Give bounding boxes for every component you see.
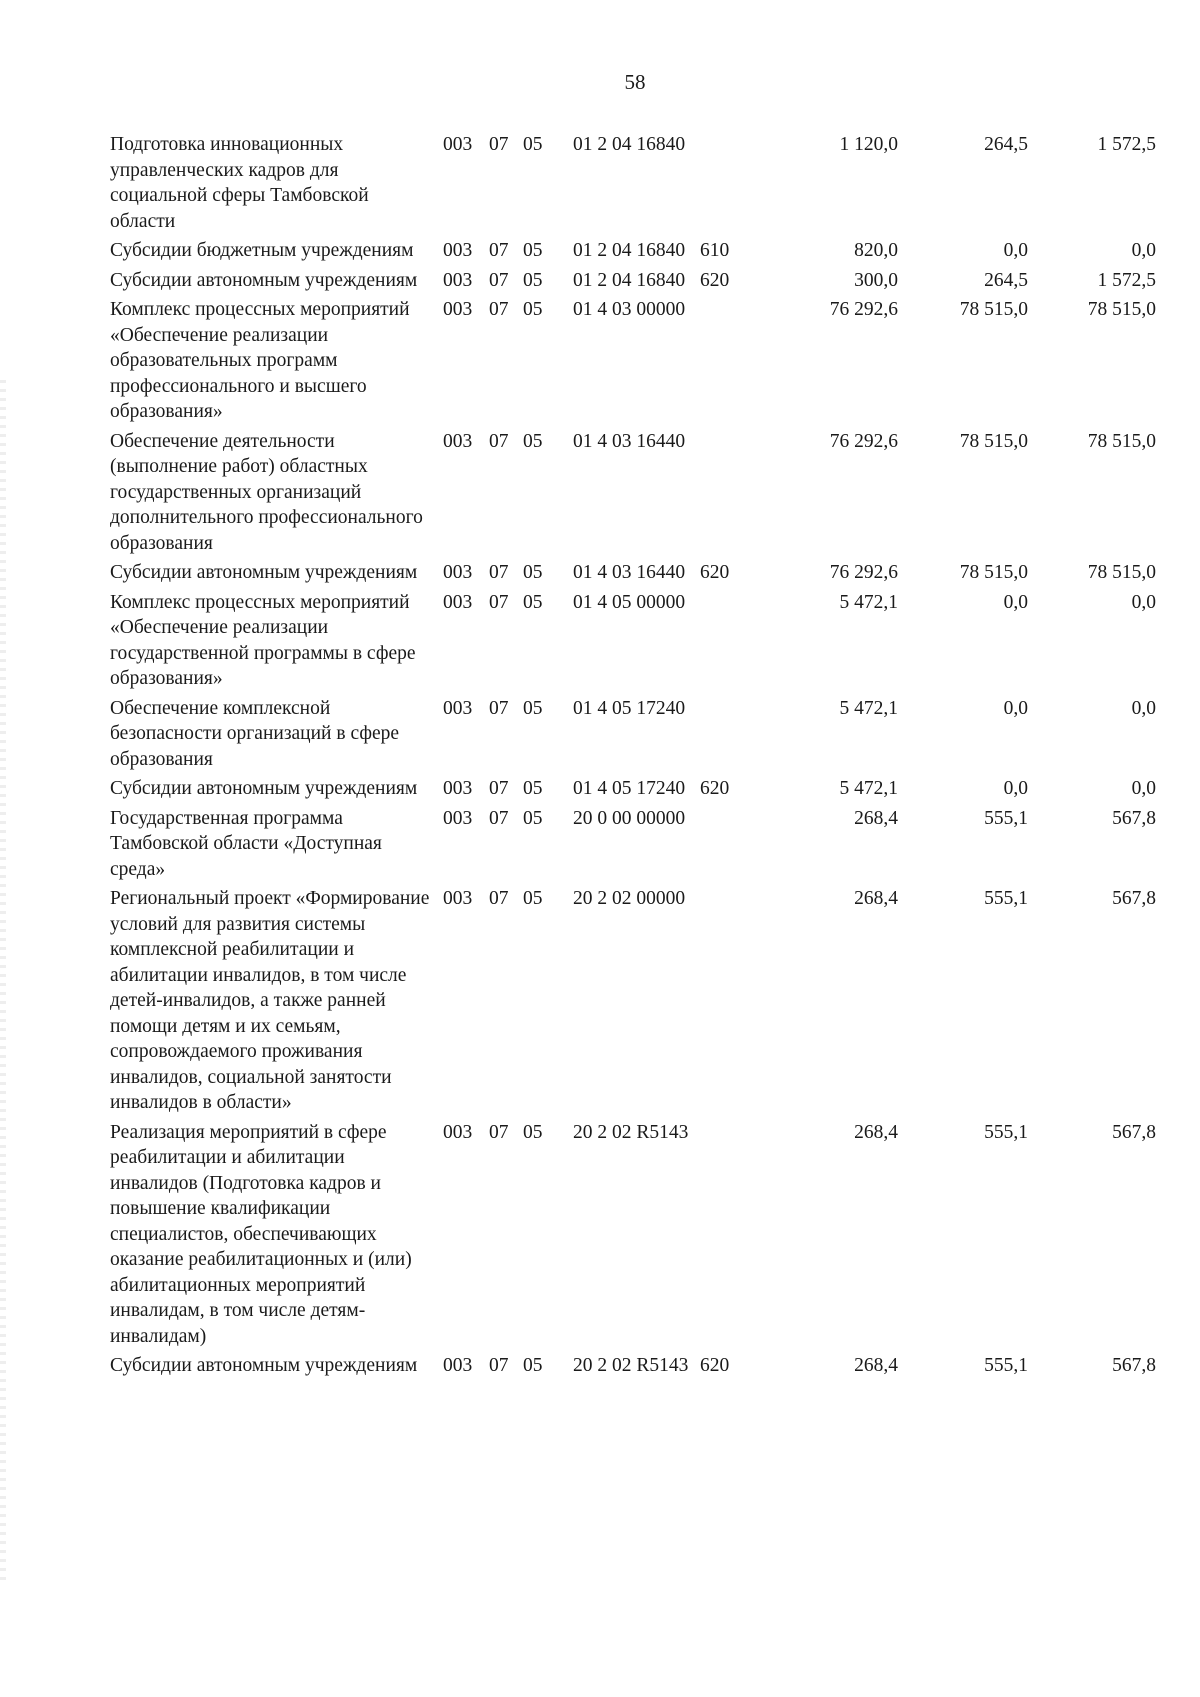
amount-year-3: 567,8 [1112,888,1156,909]
expense-type-code: 610 [700,240,730,261]
table-row [110,560,1180,586]
amount-year-3: 0,0 [1131,778,1156,799]
subsection-code: 05 [523,430,543,452]
subsection-code: 05 [523,1121,543,1143]
amount-year-1: 1 120,0 [839,134,898,155]
subsection-code: 05 [523,591,543,613]
amount-year-3: 78 515,0 [1087,430,1156,452]
row-name: Субсидии автономным учреждениям [110,562,418,583]
department-code: 003 [443,807,473,829]
amount-year-2: 555,1 [984,1355,1028,1376]
amount-year-3: 78 515,0 [1087,299,1156,320]
amount-year-2: 264,5 [984,134,1028,155]
amount-year-1: 268,4 [854,1121,898,1143]
section-code: 07 [489,1355,509,1376]
amount-year-2: 78 515,0 [959,299,1028,320]
amount-year-1: 820,0 [854,240,898,261]
expense-type-code [700,696,770,773]
expense-type-code [700,590,770,692]
department-code: 003 [443,778,473,799]
row-name: Подготовка инновационных управленческих кадров для социальной сферы Тамбовской области [110,134,369,232]
subsection-code: 05 [523,697,543,719]
amount-year-1: 268,4 [854,1355,898,1376]
amount-year-3: 0,0 [1131,591,1156,613]
subsection-code: 05 [523,240,543,261]
table-row [110,268,1180,294]
section-code: 07 [489,269,509,291]
section-code: 07 [489,591,509,613]
row-name: Комплекс процессных мероприятий «Обеспечение реализации государственной программы в сфере образования» [110,591,416,689]
target-article-code: 01 4 03 16440 [573,430,686,452]
target-article-code: 01 4 05 17240 [573,778,686,799]
amount-year-2: 0,0 [1003,240,1028,261]
department-code: 003 [443,562,473,583]
target-article-code: 01 4 05 17240 [573,697,686,719]
amount-year-3: 1 572,5 [1097,269,1156,291]
table-row [110,886,1180,1116]
page-number: 58 [624,70,646,94]
target-article-code: 20 2 02 R5143 [573,1355,689,1376]
expense-type-code [700,429,770,557]
section-code: 07 [489,1121,509,1143]
row-name: Субсидии автономным учреждениям [110,1355,418,1376]
target-article-code: 20 2 02 R5143 [573,1121,689,1143]
amount-year-1: 300,0 [854,269,898,291]
row-name: Обеспечение комплексной безопасности организаций в сфере образования [110,697,400,770]
table-row [110,132,1180,234]
department-code: 003 [443,697,473,719]
expense-type-code [700,132,770,234]
subsection-code: 05 [523,269,543,291]
expense-type-code [700,1120,770,1350]
subsection-code: 05 [523,1355,543,1376]
row-name: Реализация мероприятий в сфере реабилитации и абилитации инвалидов (Подготовка кадров и повышение квалификации специалистов, обеспечивающих оказание реабилитационных и (или) абилитационных мероприятий инвалидам, в том числе детям-инвалидам) [110,1121,412,1347]
expense-type-code: 620 [700,1355,730,1376]
row-name: Субсидии автономным учреждениям [110,778,418,799]
section-code: 07 [489,430,509,452]
amount-year-2: 264,5 [984,269,1028,291]
amount-year-3: 567,8 [1112,807,1156,829]
expense-type-code: 620 [700,562,730,583]
row-name: Субсидии автономным учреждениям [110,269,418,291]
amount-year-2: 555,1 [984,1121,1028,1143]
expense-type-code: 620 [700,269,730,291]
amount-year-2: 555,1 [984,807,1028,829]
section-code: 07 [489,240,509,261]
section-code: 07 [489,807,509,829]
subsection-code: 05 [523,888,543,909]
expense-type-code [700,886,770,1116]
department-code: 003 [443,269,473,291]
section-code: 07 [489,888,509,909]
expense-type-code [700,806,770,883]
target-article-code: 01 4 03 00000 [573,299,686,320]
amount-year-2: 0,0 [1003,778,1028,799]
row-name: Комплекс процессных мероприятий «Обеспечение реализации образовательных программ профессионального и высшего образования» [110,299,410,422]
subsection-code: 05 [523,562,543,583]
subsection-code: 05 [523,778,543,799]
amount-year-1: 76 292,6 [829,562,898,583]
section-code: 07 [489,697,509,719]
subsection-code: 05 [523,807,543,829]
amount-year-2: 555,1 [984,888,1028,909]
department-code: 003 [443,591,473,613]
table-row [110,696,1180,773]
row-name: Региональный проект «Формирование условий для развития системы комплексной реабилитации и абилитации инвалидов, в том числе детей-инвалидов, а также ранней помощи детям и их семьям, сопровождаемого проживания инвалидов, социальной занятости инвалидов в области» [110,888,430,1113]
amount-year-3: 567,8 [1112,1121,1156,1143]
target-article-code: 01 4 05 00000 [573,591,686,613]
department-code: 003 [443,240,473,261]
row-name: Субсидии бюджетным учреждениям [110,240,414,261]
department-code: 003 [443,1121,473,1143]
department-code: 003 [443,430,473,452]
table-row [110,429,1180,557]
amount-year-3: 1 572,5 [1097,134,1156,155]
amount-year-3: 567,8 [1112,1355,1156,1376]
amount-year-1: 76 292,6 [829,299,898,320]
amount-year-1: 76 292,6 [829,430,898,452]
target-article-code: 01 4 03 16440 [573,562,686,583]
department-code: 003 [443,1355,473,1376]
section-code: 07 [489,134,509,155]
amount-year-2: 0,0 [1003,591,1028,613]
subsection-code: 05 [523,134,543,155]
expense-type-code: 620 [700,778,730,799]
target-article-code: 01 2 04 16840 [573,269,686,291]
department-code: 003 [443,888,473,909]
amount-year-3: 0,0 [1131,240,1156,261]
amount-year-1: 268,4 [854,807,898,829]
amount-year-1: 5 472,1 [839,697,898,719]
amount-year-1: 268,4 [854,888,898,909]
section-code: 07 [489,778,509,799]
target-article-code: 20 2 02 00000 [573,888,686,909]
amount-year-1: 5 472,1 [839,591,898,613]
amount-year-3: 0,0 [1131,697,1156,719]
table-row [110,1120,1180,1350]
amount-year-2: 0,0 [1003,697,1028,719]
section-code: 07 [489,562,509,583]
target-article-code: 20 0 00 00000 [573,807,686,829]
row-name: Обеспечение деятельности (выполнение работ) областных государственных организаций дополнительного профессионального образования [110,430,423,554]
amount-year-1: 5 472,1 [839,778,898,799]
target-article-code: 01 2 04 16840 [573,240,686,261]
amount-year-3: 78 515,0 [1087,562,1156,583]
table-row [110,590,1180,692]
department-code: 003 [443,299,473,320]
amount-year-2: 78 515,0 [959,430,1028,452]
scan-edge-artifact [0,380,6,1580]
department-code: 003 [443,134,473,155]
expense-type-code [700,297,770,425]
subsection-code: 05 [523,299,543,320]
section-code: 07 [489,299,509,320]
table-row [110,1353,1180,1379]
table-row [110,238,1180,264]
budget-table [110,132,1180,1383]
row-name: Государственная программа Тамбовской области «Доступная среда» [110,807,382,880]
amount-year-2: 78 515,0 [959,562,1028,583]
table-row [110,297,1180,425]
table-row [110,806,1180,883]
table-row [110,776,1180,802]
target-article-code: 01 2 04 16840 [573,134,686,155]
